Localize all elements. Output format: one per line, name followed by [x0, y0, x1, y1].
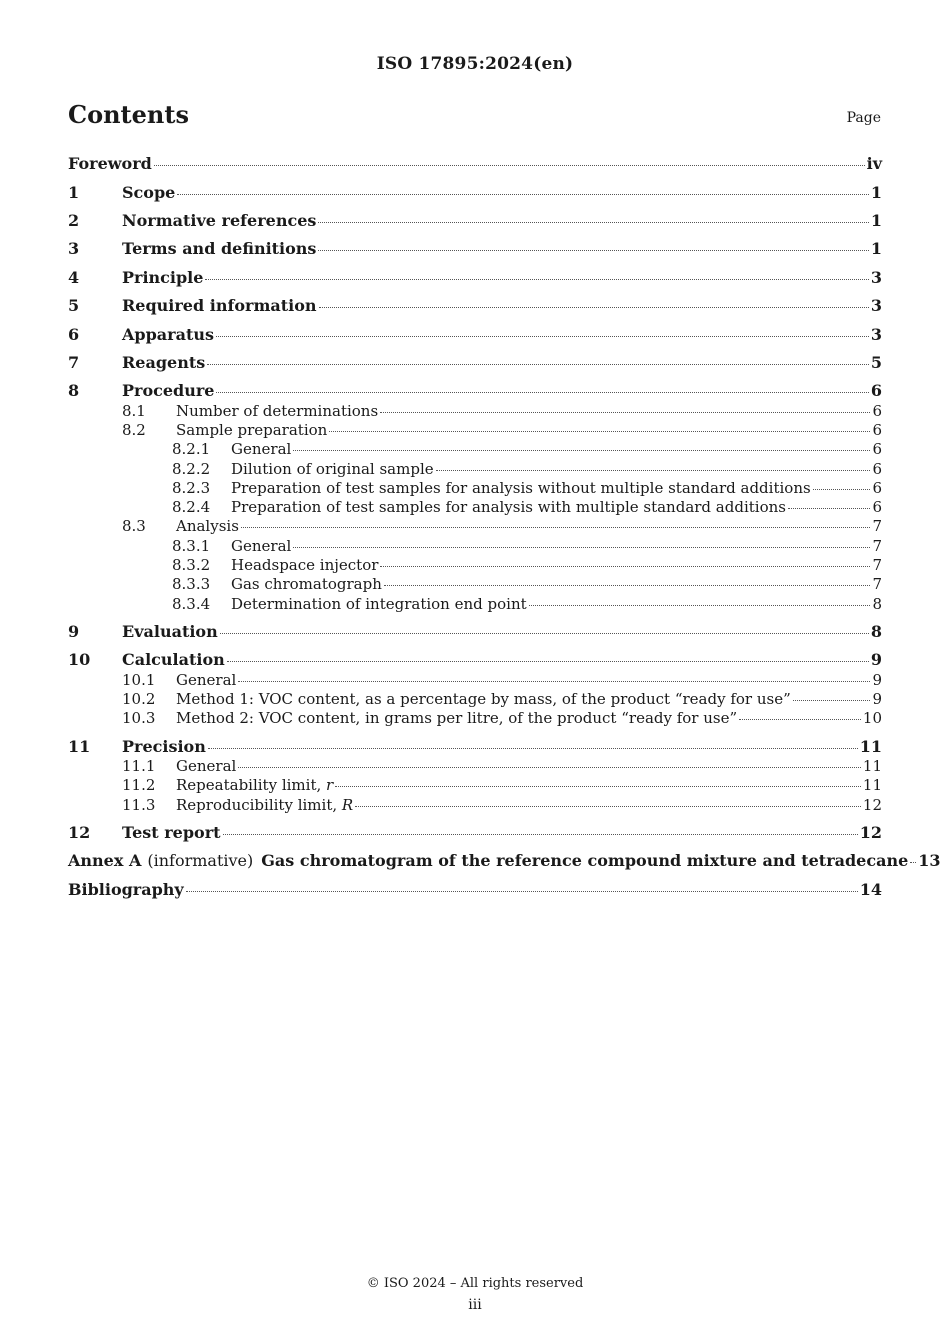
toc-entry-number: 8.3.3 — [172, 575, 211, 593]
toc-entry-number: 7 — [68, 353, 80, 372]
toc-entry[interactable] — [122, 420, 882, 440]
toc-entry-title: Sample preparation — [176, 421, 328, 439]
toc-entry-number: 11.3 — [122, 796, 156, 814]
dot-leader — [238, 767, 861, 768]
toc-entry-title: General — [231, 440, 292, 458]
toc-entry[interactable] — [68, 851, 941, 871]
toc-entry-title: Headspace injector — [231, 556, 379, 574]
toc-entry-title: Terms and definitions — [122, 239, 317, 258]
toc-entry[interactable] — [172, 439, 882, 459]
toc-entry-page: 6 — [872, 421, 882, 439]
toc-entry-page: 8 — [870, 622, 882, 641]
toc-entry-number: 8.2 — [122, 421, 146, 439]
toc-entry-title: Analysis — [176, 517, 239, 535]
toc-entry-title: Bibliography — [68, 880, 184, 899]
toc-entry-title-text: Repeatability limit, — [176, 776, 327, 794]
toc-entry-page: 7 — [872, 575, 882, 593]
toc-entry[interactable] — [68, 325, 882, 345]
toc-entry-title: Precision — [122, 737, 206, 756]
toc-entry-number: 11.2 — [122, 776, 156, 794]
dot-leader — [355, 806, 861, 807]
toc-entry-number: 5 — [68, 296, 80, 315]
toc-entry[interactable] — [122, 689, 882, 709]
toc-entry-title: Determination of integration end point — [231, 595, 527, 613]
toc-entry-page: 1 — [870, 183, 882, 202]
toc-entry-page: 7 — [872, 517, 882, 535]
toc-entry-page: 6 — [872, 440, 882, 458]
annex-label: Annex A — [68, 851, 142, 870]
toc-entry-page: 3 — [870, 268, 882, 287]
toc-entry-title — [176, 775, 333, 795]
contents-heading: Contents — [68, 100, 189, 129]
toc-entry[interactable] — [172, 459, 882, 479]
toc-entry-title: Number of determinations — [176, 402, 379, 420]
copyright-notice: © ISO 2024 – All rights reserved — [366, 1276, 584, 1291]
toc-entry-title: General — [176, 671, 237, 689]
toc-entry[interactable] — [172, 536, 882, 556]
toc-entry[interactable] — [68, 239, 882, 259]
toc-entry-number: 8.3.2 — [172, 556, 211, 574]
dot-leader — [177, 194, 869, 195]
toc-entry-number: 8.2.1 — [172, 440, 211, 458]
toc-entry-page: 8 — [872, 595, 882, 613]
toc-entry-page: 7 — [872, 556, 882, 574]
toc-entry[interactable] — [68, 353, 882, 373]
toc-entry-title: Principle — [122, 268, 204, 287]
toc-entry[interactable] — [122, 516, 882, 536]
dot-leader — [813, 489, 871, 490]
toc-entry[interactable] — [172, 574, 882, 594]
toc-entry-title-text: Reproducibility limit, — [176, 796, 342, 814]
toc-entry[interactable] — [122, 401, 882, 421]
toc-entry-title: Method 1: VOC content, as a percentage by mass, of the product “ready for use” — [176, 690, 791, 708]
toc-entry-number: 10.3 — [122, 709, 156, 727]
dot-leader — [436, 470, 871, 471]
toc-entry[interactable] — [68, 183, 882, 203]
toc-entry[interactable] — [122, 775, 882, 795]
toc-entry-page: 9 — [872, 690, 882, 708]
toc-entry-page: 1 — [870, 211, 882, 230]
dot-leader — [739, 719, 861, 720]
toc-entry[interactable] — [68, 622, 882, 642]
toc-entry-page: 3 — [870, 296, 882, 315]
toc-entry-number: 10.2 — [122, 690, 156, 708]
toc-entry-page: 6 — [870, 381, 882, 400]
toc-entry-number: 11.1 — [122, 757, 156, 775]
toc-entry-title: Apparatus — [122, 325, 214, 344]
toc-entry[interactable] — [68, 650, 882, 670]
dot-leader — [380, 412, 870, 413]
toc-entry[interactable] — [122, 708, 882, 728]
toc-entry-page: 6 — [872, 402, 882, 420]
toc-entry-page: 11 — [859, 737, 882, 756]
dot-leader — [205, 279, 868, 280]
toc-entry-title: Normative references — [122, 211, 317, 230]
toc-entry-number: 8 — [68, 381, 80, 400]
toc-entry-number: 8.2.4 — [172, 498, 211, 516]
toc-entry-title: General — [176, 757, 237, 775]
toc-entry-symbol: r — [326, 776, 334, 794]
toc-entry-title: Dilution of original sample — [231, 460, 434, 478]
toc-entry[interactable] — [68, 296, 882, 316]
page-column-label: Page — [846, 110, 881, 126]
toc-entry-page: 3 — [870, 325, 882, 344]
toc-entry-title: Method 2: VOC content, in grams per litre, of the product “ready for use” — [176, 709, 738, 727]
toc-entry-title: Evaluation — [122, 622, 218, 641]
toc-entry-number: 6 — [68, 325, 80, 344]
dot-leader — [220, 633, 869, 634]
toc-entry-number: 8.1 — [122, 402, 146, 420]
dot-leader — [910, 862, 916, 863]
dot-leader — [319, 307, 869, 308]
dot-leader — [216, 392, 868, 393]
toc-entry-page: 13 — [918, 851, 941, 870]
toc-entry-title: Scope — [122, 183, 176, 202]
toc-entry-title: General — [231, 537, 292, 555]
dot-leader — [793, 700, 871, 701]
toc-entry[interactable] — [68, 737, 882, 757]
toc-entry-page: 9 — [872, 671, 882, 689]
toc-entry-page: 14 — [859, 880, 882, 899]
toc-entry-title: Gas chromatograph — [231, 575, 382, 593]
toc-entry-page: 6 — [872, 498, 882, 516]
toc-entry-number: 4 — [68, 268, 80, 287]
toc-entry-title: Gas chromatogram of the reference compound mixture and tetradecane — [261, 851, 909, 870]
toc-entry-title — [176, 795, 353, 815]
toc-entry-title: Foreword — [68, 154, 152, 173]
toc-entry-number: 11 — [68, 737, 91, 756]
toc-entry-number: 12 — [68, 823, 91, 842]
dot-leader — [154, 165, 865, 166]
toc-entry[interactable] — [172, 555, 882, 575]
toc-entry[interactable] — [68, 823, 882, 843]
toc-entry-number: 2 — [68, 211, 80, 230]
dot-leader — [788, 508, 870, 509]
toc-entry-page: 10 — [862, 709, 882, 727]
toc-entry-number: 8.3.1 — [172, 537, 211, 555]
dot-leader — [186, 891, 858, 892]
toc-entry-page: 6 — [872, 479, 882, 497]
dot-leader — [329, 431, 870, 432]
toc-entry-page: 7 — [872, 537, 882, 555]
dot-leader — [238, 681, 870, 682]
toc-entry[interactable] — [122, 795, 882, 815]
toc-entry[interactable] — [68, 154, 882, 174]
toc-entry-title: Procedure — [122, 381, 215, 400]
dot-leader — [241, 527, 871, 528]
toc-entry[interactable] — [68, 268, 882, 288]
document-id: ISO 17895:2024(en) — [376, 54, 574, 74]
toc-entry-page: 1 — [870, 239, 882, 258]
dot-leader — [529, 605, 871, 606]
toc-entry-title: Preparation of test samples for analysis with multiple standard additions — [231, 498, 786, 516]
toc-entry-number: 9 — [68, 622, 80, 641]
toc-entry[interactable] — [68, 880, 882, 900]
toc-entry-page: 11 — [862, 757, 882, 775]
dot-leader — [293, 547, 870, 548]
dot-leader — [318, 222, 868, 223]
dot-leader — [380, 566, 870, 567]
dot-leader — [208, 748, 858, 749]
dot-leader — [227, 661, 869, 662]
page-number: iii — [468, 1297, 482, 1313]
toc-entry-number: 10.1 — [122, 671, 156, 689]
toc-entry-page: iv — [866, 154, 882, 173]
toc-entry[interactable] — [122, 756, 882, 776]
toc-entry-number: 10 — [68, 650, 91, 669]
toc-entry-number: 3 — [68, 239, 80, 258]
toc-entry-title: Reagents — [122, 353, 206, 372]
toc-entry-page: 12 — [859, 823, 882, 842]
toc-entry-number: 8.2.2 — [172, 460, 211, 478]
dot-leader — [293, 450, 870, 451]
toc-entry[interactable] — [68, 211, 882, 231]
toc-entry-title: Test report — [122, 823, 221, 842]
toc-entry-title: Calculation — [122, 650, 225, 669]
dot-leader — [318, 250, 868, 251]
toc-entry-title: Required information — [122, 296, 317, 315]
toc-entry-title: Preparation of test samples for analysis without multiple standard additions — [231, 479, 811, 497]
annex-informative-label: (informative) — [147, 851, 254, 870]
dot-leader — [207, 364, 869, 365]
dot-leader — [384, 585, 871, 586]
dot-leader — [216, 336, 869, 337]
toc-entry[interactable] — [122, 670, 882, 690]
toc-entry-page: 12 — [862, 796, 882, 814]
toc-entry-page: 11 — [862, 776, 882, 794]
toc-entry-number: 1 — [68, 183, 80, 202]
toc-entry-page: 5 — [870, 353, 882, 372]
toc-entry[interactable] — [172, 594, 882, 614]
toc-entry-number: 8.3.4 — [172, 595, 211, 613]
toc-entry[interactable] — [172, 478, 882, 498]
dot-leader — [223, 834, 858, 835]
toc-entry[interactable] — [172, 497, 882, 517]
toc-entry-symbol: R — [341, 796, 354, 814]
toc-entry-page: 9 — [870, 650, 882, 669]
toc-entry-number: 8.2.3 — [172, 479, 211, 497]
toc-entry-page: 6 — [872, 460, 882, 478]
toc-entry[interactable] — [68, 381, 882, 401]
dot-leader — [335, 786, 861, 787]
toc-entry-number: 8.3 — [122, 517, 146, 535]
